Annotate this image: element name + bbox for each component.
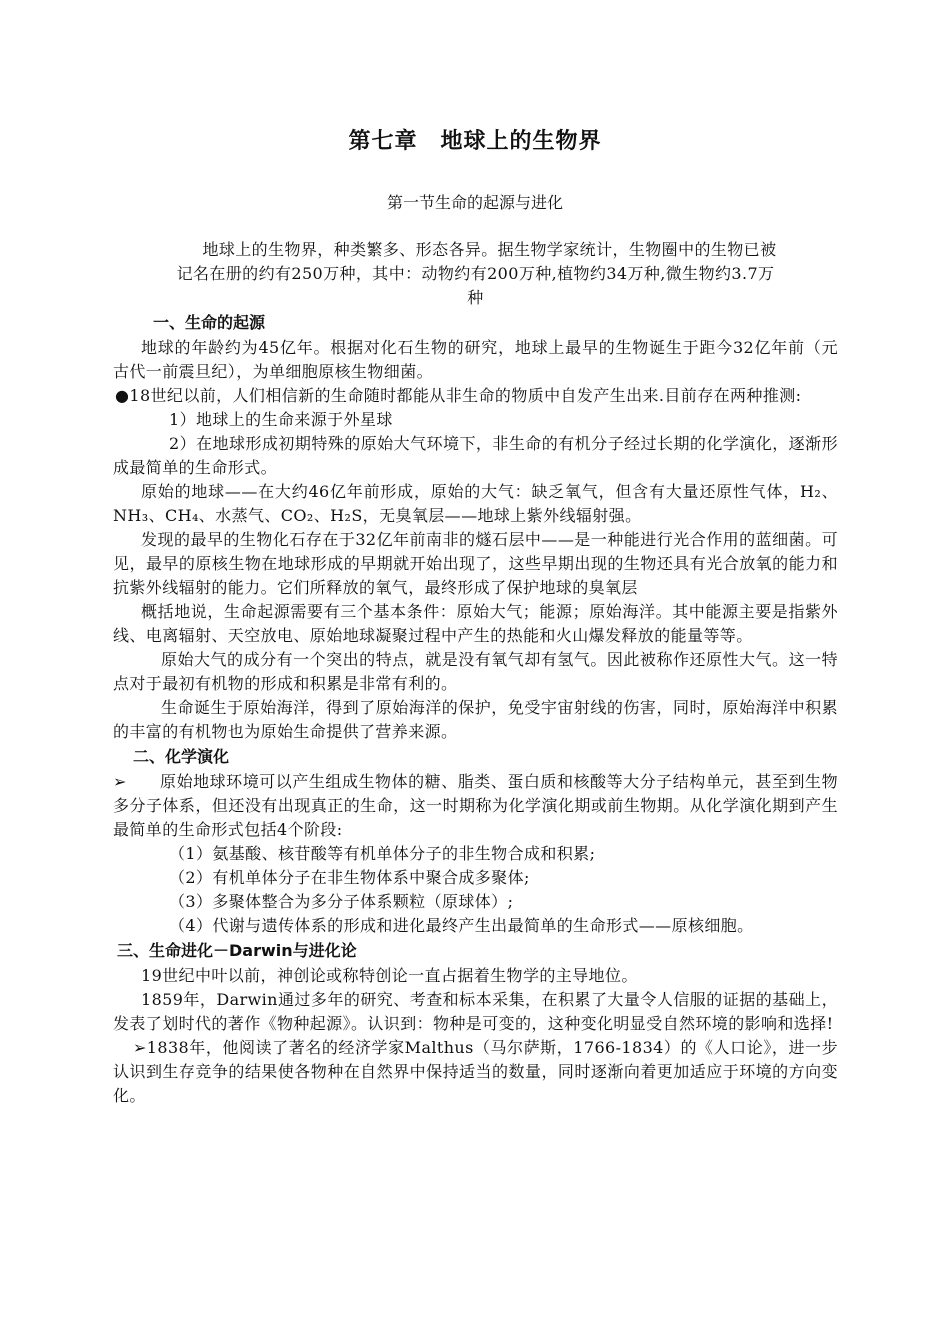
stage-1: （1）氨基酸、核苷酸等有机单体分子的非生物合成和积累; (169, 844, 596, 863)
section1-paragraph-4: 发现的最早的生物化石存在于32亿年前南非的燧石层中——是一种能进行光合作用的蓝细菌。可见，最早的原核生物在地球形成的早期就开始出现了，这些早期出现的生物还具有光合放氧的能力和抗紫外线辐射的能力。它们所释放的氧气，最终形成了保护地球的臭氧层 (113, 530, 838, 597)
section3-paragraph-2: 1859年，Darwin通过多年的研究、考查和标本采集，在积累了大量令人信服的证据的基础上，发表了划时代的著作《物种起源》。认识到：物种是可变的，这种变化明显受自然环境的影响和选择! (113, 990, 838, 1033)
section2-heading: 二、化学演化 (133, 747, 230, 766)
section1-paragraph-3: 原始的地球——在大约46亿年前形成，原始的大气：缺乏氧气，但含有大量还原性气体，H₂、NH₃、CH₄、水蒸气、CO₂、H₂S，无臭氧层——地球上紫外线辐射强。 (113, 482, 838, 525)
section1-paragraph-5: 概括地说，生命起源需要有三个基本条件：原始大气；能源；原始海洋。其中能源主要是指紫外线、电离辐射、天空放电、原始地球凝聚过程中产生的热能和火山爆发释放的能量等等。 (113, 602, 838, 645)
stage-2: （2）有机单体分子在非生物体系中聚合成多聚体; (169, 868, 530, 887)
section2-paragraph-1: ➢ 原始地球环境可以产生组成生物体的糖、脂类、蛋白质和核酸等大分子结构单元，甚至到生物多分子体系，但还没有出现真正的生命，这一时期称为化学演化期或前生物期。从化学演化期到产生最简单的生命形式包括4个阶段: (113, 772, 838, 839)
section3-heading: 三、生命进化－Darwin与进化论 (117, 941, 357, 960)
hypothesis-1: 1）地球上的生命来源于外星球 (169, 410, 393, 429)
section1-paragraph-1: 地球的年龄约为45亿年。根据对化石生物的研究，地球上最早的生物诞生于距今32亿年前（元古代一前震旦纪），为单细胞原核生物细菌。 (113, 338, 838, 381)
section3-paragraph-1: 19世纪中叶以前，神创论或称特创论一直占据着生物学的主导地位。 (141, 966, 638, 985)
section-subtitle: 第一节生命的起源与进化 (386, 193, 563, 212)
stage-3: （3）多聚体整合为多分子体系颗粒（原球体）; (169, 892, 514, 911)
section1-paragraph-6: 原始大气的成分有一个突出的特点，就是没有氧气却有氢气。因此被称作还原性大气。这一特点对于最初有机物的形成和积累是非常有利的。 (113, 650, 838, 693)
chapter-title: 第七章 地球上的生物界 (348, 129, 602, 154)
intro-line-1: 地球上的生物界，种类繁多、形态各异。据生物学家统计，生物圈中的生物已被 (202, 240, 777, 259)
section1-heading: 一、生命的起源 (153, 313, 266, 332)
hypothesis-2: 2）在地球形成初期特殊的原始大气环境下，非生命的有机分子经过长期的化学演化，逐渐形成最简单的生命形式。 (113, 434, 838, 477)
document-body (113, 238, 838, 1108)
section1-paragraph-2: ●18世纪以前，人们相信新的生命随时都能从非生命的物质中自发产生出来.目前存在两种推测: (115, 386, 802, 405)
intro-line-3: 种 (467, 288, 484, 307)
intro-line-2: 记名在册的约有250万种，其中：动物约有200万种,植物约34万种,微生物约3.7万 (176, 264, 775, 283)
section1-paragraph-7: 生命诞生于原始海洋，得到了原始海洋的保护，免受宇宙射线的伤害，同时，原始海洋中积累的丰富的有机物也为原始生命提供了营养来源。 (113, 698, 838, 741)
stage-4: （4）代谢与遗传体系的形成和进化最终产生出最简单的生命形式——原核细胞。 (169, 916, 754, 935)
section3-paragraph-3: ➢1838年，他阅读了著名的经济学家Malthus（马尔萨斯，1766-1834）的《人口论》，进一步认识到生存竞争的结果使各物种在自然界中保持适当的数量，同时逐渐向着更加适应于环境的方向变化。 (113, 1038, 838, 1105)
